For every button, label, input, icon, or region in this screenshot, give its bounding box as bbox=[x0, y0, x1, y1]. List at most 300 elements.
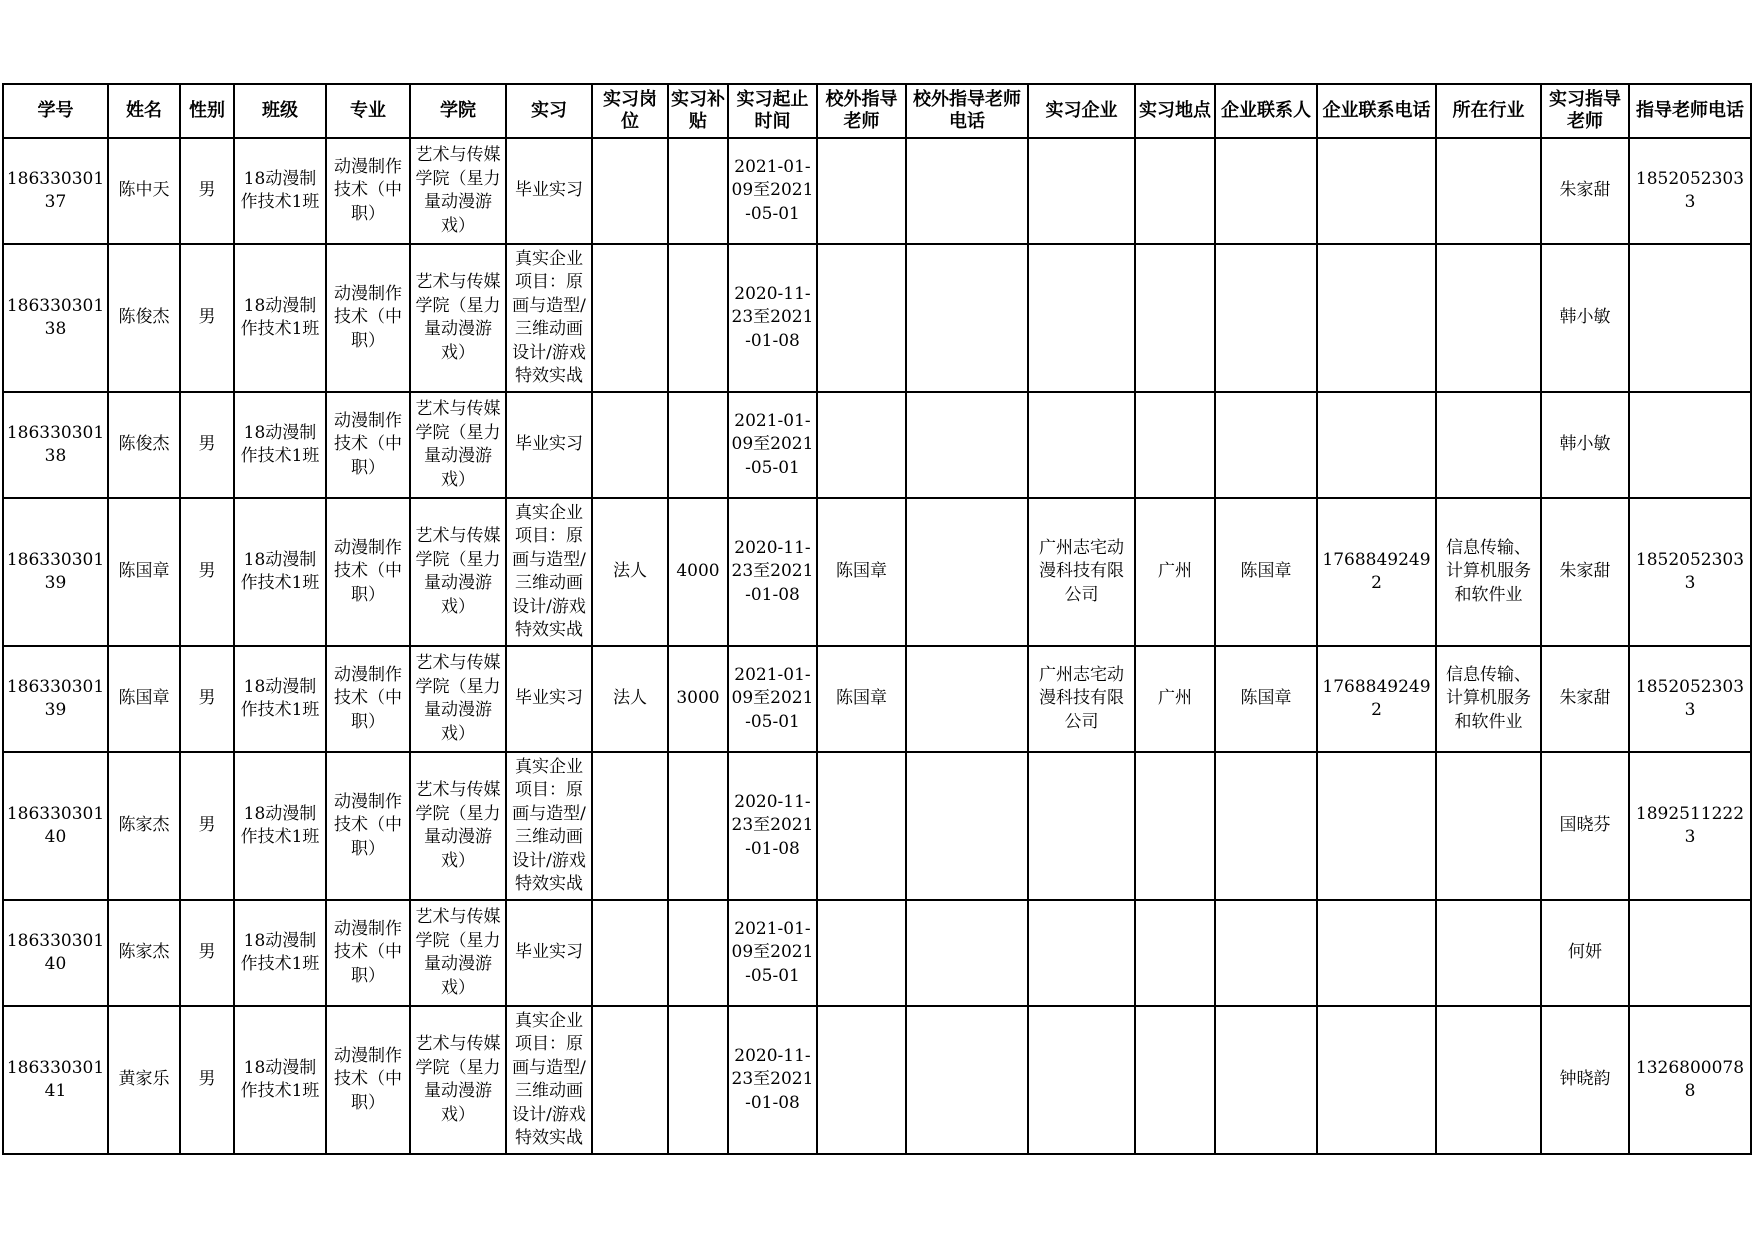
external-teacher-phone-cell bbox=[906, 1006, 1028, 1154]
header-cell: 班级 bbox=[234, 84, 326, 138]
cell-text bbox=[1320, 139, 1433, 243]
gender-cell bbox=[180, 138, 234, 244]
cell-text bbox=[1218, 901, 1314, 1005]
student-id-cell bbox=[3, 900, 108, 1006]
cell-text: 男 bbox=[198, 307, 216, 328]
location-cell bbox=[1135, 646, 1215, 752]
name-cell bbox=[108, 244, 180, 392]
industry-cell bbox=[1436, 138, 1541, 244]
cell-text: 陈俊杰 bbox=[118, 307, 170, 328]
industry-cell bbox=[1436, 1006, 1541, 1154]
cell-text: 18动漫制作技术1班 bbox=[240, 422, 320, 466]
cell-text bbox=[671, 139, 725, 243]
cell-text bbox=[820, 245, 903, 391]
cell-text: 陈国章 bbox=[118, 561, 170, 582]
cell-text bbox=[595, 1007, 665, 1153]
cell-text bbox=[671, 245, 725, 391]
cell-text: 2021-01-09至2021-05-01 bbox=[731, 156, 814, 224]
header-cell: 实习地点 bbox=[1135, 84, 1215, 138]
college-cell bbox=[410, 392, 506, 498]
external-teacher-cell bbox=[817, 244, 906, 392]
subsidy-cell bbox=[668, 900, 728, 1006]
period-cell bbox=[728, 392, 817, 498]
company-cell bbox=[1028, 498, 1135, 646]
class-cell bbox=[234, 244, 326, 392]
subsidy-cell bbox=[668, 392, 728, 498]
college-cell bbox=[410, 900, 506, 1006]
company-phone-cell bbox=[1317, 900, 1436, 1006]
table-row bbox=[3, 1006, 1751, 1154]
table-row bbox=[3, 900, 1751, 1006]
cell-text: 陈国章 bbox=[836, 561, 887, 582]
internship-type-cell bbox=[506, 498, 592, 646]
period-cell bbox=[728, 1006, 817, 1154]
gender-cell bbox=[180, 900, 234, 1006]
major-cell bbox=[326, 138, 410, 244]
cell-text bbox=[1320, 393, 1433, 497]
cell-text: 2020-11-23至2021-01-08 bbox=[731, 283, 814, 351]
teacher-phone-cell bbox=[1629, 244, 1751, 392]
cell-text: 艺术与传媒学院（星力量动漫游戏） bbox=[415, 145, 501, 236]
table-row bbox=[3, 752, 1751, 900]
cell-text bbox=[1218, 139, 1314, 243]
cell-text: 陈国章 bbox=[1240, 688, 1292, 709]
cell-text: 4000 bbox=[676, 561, 720, 582]
cell-text: 2020-11-23至2021-01-08 bbox=[731, 537, 814, 605]
company-cell bbox=[1028, 392, 1135, 498]
external-teacher-phone-cell bbox=[906, 752, 1028, 900]
cell-text: 男 bbox=[198, 942, 216, 963]
cell-text: 2020-11-23至2021-01-08 bbox=[731, 1045, 814, 1113]
cell-text bbox=[595, 901, 665, 1005]
cell-text bbox=[1218, 753, 1314, 899]
post-cell bbox=[592, 392, 668, 498]
cell-text: 黄家乐 bbox=[118, 1069, 170, 1090]
location-cell bbox=[1135, 138, 1215, 244]
class-cell bbox=[234, 392, 326, 498]
cell-text bbox=[1439, 1007, 1538, 1153]
cell-text: 国晓芬 bbox=[1559, 815, 1611, 836]
company-contact-cell bbox=[1215, 392, 1317, 498]
cell-text: 艺术与传媒学院（星力量动漫游戏） bbox=[415, 399, 501, 490]
cell-text: 陈家杰 bbox=[118, 815, 170, 836]
company-contact-cell bbox=[1215, 138, 1317, 244]
name-cell bbox=[108, 498, 180, 646]
major-cell bbox=[326, 244, 410, 392]
cell-text: 动漫制作技术（中职） bbox=[334, 537, 402, 605]
internship-type-cell bbox=[506, 138, 592, 244]
cell-text bbox=[909, 1007, 1025, 1153]
header-cell: 性别 bbox=[180, 84, 234, 138]
cell-text: 18633030140 bbox=[6, 803, 105, 847]
cell-text: 陈家杰 bbox=[118, 942, 170, 963]
period-cell bbox=[728, 752, 817, 900]
cell-text: 广州志宅动漫科技有限公司 bbox=[1039, 537, 1124, 605]
cell-text bbox=[909, 499, 1025, 645]
subsidy-cell bbox=[668, 138, 728, 244]
cell-text bbox=[909, 393, 1025, 497]
external-teacher-cell bbox=[817, 392, 906, 498]
teacher-cell bbox=[1541, 498, 1629, 646]
cell-text: 2020-11-23至2021-01-08 bbox=[731, 791, 814, 859]
college-cell bbox=[410, 244, 506, 392]
student-id-cell bbox=[3, 138, 108, 244]
cell-text: 陈国章 bbox=[1240, 561, 1292, 582]
major-cell bbox=[326, 1006, 410, 1154]
cell-text: 广州志宅动漫科技有限公司 bbox=[1039, 664, 1124, 732]
period-cell bbox=[728, 138, 817, 244]
cell-text: 陈中天 bbox=[118, 180, 170, 201]
table-body bbox=[3, 138, 1751, 1154]
cell-text bbox=[1320, 245, 1433, 391]
cell-text: 法人 bbox=[613, 688, 647, 709]
class-cell bbox=[234, 498, 326, 646]
header-cell: 实习 bbox=[506, 84, 592, 138]
teacher-phone-cell bbox=[1629, 646, 1751, 752]
cell-text bbox=[1632, 901, 1748, 1005]
company-phone-cell bbox=[1317, 752, 1436, 900]
cell-text bbox=[1138, 753, 1212, 899]
cell-text bbox=[595, 245, 665, 391]
post-cell bbox=[592, 244, 668, 392]
cell-text: 18520523033 bbox=[1635, 168, 1745, 212]
cell-text bbox=[1320, 901, 1433, 1005]
external-teacher-cell bbox=[817, 498, 906, 646]
cell-text bbox=[1632, 245, 1748, 391]
period-cell bbox=[728, 244, 817, 392]
company-contact-cell bbox=[1215, 646, 1317, 752]
company-phone-cell bbox=[1317, 138, 1436, 244]
cell-text bbox=[595, 393, 665, 497]
company-phone-cell bbox=[1317, 1006, 1436, 1154]
cell-text: 18动漫制作技术1班 bbox=[240, 930, 320, 974]
cell-text: 18动漫制作技术1班 bbox=[240, 295, 320, 339]
major-cell bbox=[326, 498, 410, 646]
cell-text bbox=[820, 753, 903, 899]
cell-text: 18633030140 bbox=[6, 930, 105, 974]
location-cell bbox=[1135, 392, 1215, 498]
post-cell bbox=[592, 138, 668, 244]
gender-cell bbox=[180, 392, 234, 498]
teacher-cell bbox=[1541, 392, 1629, 498]
external-teacher-cell bbox=[817, 752, 906, 900]
company-cell bbox=[1028, 1006, 1135, 1154]
cell-text bbox=[1320, 753, 1433, 899]
company-phone-cell bbox=[1317, 498, 1436, 646]
cell-text bbox=[1632, 393, 1748, 497]
cell-text: 陈国章 bbox=[118, 688, 170, 709]
teacher-cell bbox=[1541, 900, 1629, 1006]
company-cell bbox=[1028, 752, 1135, 900]
student-id-cell bbox=[3, 498, 108, 646]
cell-text: 动漫制作技术（中职） bbox=[334, 156, 402, 224]
cell-text: 18633030139 bbox=[6, 676, 105, 720]
external-teacher-phone-cell bbox=[906, 244, 1028, 392]
cell-text: 18动漫制作技术1班 bbox=[240, 1057, 320, 1101]
cell-text: 朱家甜 bbox=[1559, 180, 1611, 201]
header-cell: 企业联系电话 bbox=[1317, 84, 1436, 138]
header-cell: 姓名 bbox=[108, 84, 180, 138]
company-contact-cell bbox=[1215, 900, 1317, 1006]
cell-text: 真实企业项目：原画与造型/三维动画设计/游戏特效实战 bbox=[512, 502, 586, 640]
header-cell: 企业联系人 bbox=[1215, 84, 1317, 138]
cell-text: 18动漫制作技术1班 bbox=[240, 549, 320, 593]
name-cell bbox=[108, 1006, 180, 1154]
cell-text: 18633030138 bbox=[6, 422, 105, 466]
cell-text: 信息传输、计算机服务和软件业 bbox=[1446, 664, 1531, 732]
cell-text bbox=[909, 901, 1025, 1005]
cell-text: 男 bbox=[198, 815, 216, 836]
location-cell bbox=[1135, 900, 1215, 1006]
cell-text bbox=[1138, 1007, 1212, 1153]
company-contact-cell bbox=[1215, 244, 1317, 392]
external-teacher-phone-cell bbox=[906, 138, 1028, 244]
cell-text: 韩小敏 bbox=[1559, 434, 1611, 455]
cell-text: 广州 bbox=[1158, 561, 1192, 582]
subsidy-cell bbox=[668, 1006, 728, 1154]
company-cell bbox=[1028, 244, 1135, 392]
cell-text: 13268000788 bbox=[1635, 1057, 1745, 1101]
class-cell bbox=[234, 646, 326, 752]
college-cell bbox=[410, 646, 506, 752]
student-id-cell bbox=[3, 1006, 108, 1154]
header-cell: 学院 bbox=[410, 84, 506, 138]
cell-text: 18动漫制作技术1班 bbox=[240, 676, 320, 720]
cell-text: 毕业实习 bbox=[515, 434, 583, 455]
cell-text: 艺术与传媒学院（星力量动漫游戏） bbox=[415, 780, 501, 871]
gender-cell bbox=[180, 244, 234, 392]
cell-text: 男 bbox=[198, 434, 216, 455]
external-teacher-cell bbox=[817, 646, 906, 752]
cell-text bbox=[1320, 1007, 1433, 1153]
location-cell bbox=[1135, 752, 1215, 900]
cell-text bbox=[820, 139, 903, 243]
cell-text: 男 bbox=[198, 561, 216, 582]
company-cell bbox=[1028, 138, 1135, 244]
table-row bbox=[3, 138, 1751, 244]
location-cell bbox=[1135, 498, 1215, 646]
college-cell bbox=[410, 138, 506, 244]
class-cell bbox=[234, 138, 326, 244]
teacher-cell bbox=[1541, 1006, 1629, 1154]
subsidy-cell bbox=[668, 646, 728, 752]
cell-text: 艺术与传媒学院（星力量动漫游戏） bbox=[415, 653, 501, 744]
cell-text: 广州 bbox=[1158, 688, 1192, 709]
cell-text: 2021-01-09至2021-05-01 bbox=[731, 410, 814, 478]
company-contact-cell bbox=[1215, 1006, 1317, 1154]
cell-text: 18633030137 bbox=[6, 168, 105, 212]
cell-text: 动漫制作技术（中职） bbox=[334, 283, 402, 351]
cell-text: 真实企业项目：原画与造型/三维动画设计/游戏特效实战 bbox=[512, 1010, 586, 1148]
header-cell: 指导老师电话 bbox=[1629, 84, 1751, 138]
period-cell bbox=[728, 900, 817, 1006]
class-cell bbox=[234, 900, 326, 1006]
teacher-phone-cell bbox=[1629, 392, 1751, 498]
cell-text: 陈国章 bbox=[836, 688, 887, 709]
company-phone-cell bbox=[1317, 392, 1436, 498]
external-teacher-phone-cell bbox=[906, 498, 1028, 646]
cell-text bbox=[1031, 139, 1132, 243]
cell-text bbox=[671, 393, 725, 497]
gender-cell bbox=[180, 646, 234, 752]
cell-text bbox=[1031, 245, 1132, 391]
gender-cell bbox=[180, 752, 234, 900]
header-cell: 校外指导老师电话 bbox=[906, 84, 1028, 138]
period-cell bbox=[728, 646, 817, 752]
cell-text: 男 bbox=[198, 180, 216, 201]
cell-text bbox=[1138, 901, 1212, 1005]
table-row bbox=[3, 392, 1751, 498]
cell-text bbox=[595, 753, 665, 899]
location-cell bbox=[1135, 1006, 1215, 1154]
internship-type-cell bbox=[506, 392, 592, 498]
cell-text: 17688492492 bbox=[1322, 676, 1431, 720]
cell-text: 朱家甜 bbox=[1559, 561, 1611, 582]
cell-text: 毕业实习 bbox=[515, 180, 583, 201]
cell-text: 动漫制作技术（中职） bbox=[334, 918, 402, 986]
college-cell bbox=[410, 1006, 506, 1154]
cell-text bbox=[671, 753, 725, 899]
cell-text bbox=[1031, 1007, 1132, 1153]
cell-text bbox=[820, 901, 903, 1005]
external-teacher-phone-cell bbox=[906, 900, 1028, 1006]
cell-text: 18633030139 bbox=[6, 549, 105, 593]
header-cell: 实习起止时间 bbox=[728, 84, 817, 138]
cell-text: 2021-01-09至2021-05-01 bbox=[731, 664, 814, 732]
major-cell bbox=[326, 392, 410, 498]
cell-text: 动漫制作技术（中职） bbox=[334, 791, 402, 859]
cell-text: 艺术与传媒学院（星力量动漫游戏） bbox=[415, 526, 501, 617]
major-cell bbox=[326, 646, 410, 752]
company-cell bbox=[1028, 646, 1135, 752]
teacher-phone-cell bbox=[1629, 900, 1751, 1006]
cell-text bbox=[671, 901, 725, 1005]
subsidy-cell bbox=[668, 752, 728, 900]
student-id-cell bbox=[3, 392, 108, 498]
cell-text bbox=[671, 1007, 725, 1153]
cell-text: 18动漫制作技术1班 bbox=[240, 168, 320, 212]
cell-text bbox=[595, 139, 665, 243]
class-cell bbox=[234, 1006, 326, 1154]
location-cell bbox=[1135, 244, 1215, 392]
header-cell: 所在行业 bbox=[1436, 84, 1541, 138]
internship-type-cell bbox=[506, 900, 592, 1006]
internship-type-cell bbox=[506, 1006, 592, 1154]
cell-text: 3000 bbox=[676, 688, 720, 709]
cell-text bbox=[820, 1007, 903, 1153]
cell-text bbox=[1031, 901, 1132, 1005]
teacher-phone-cell bbox=[1629, 498, 1751, 646]
post-cell bbox=[592, 646, 668, 752]
cell-text: 18520523033 bbox=[1635, 549, 1745, 593]
industry-cell bbox=[1436, 392, 1541, 498]
cell-text: 艺术与传媒学院（星力量动漫游戏） bbox=[415, 907, 501, 998]
table-row bbox=[3, 498, 1751, 646]
cell-text bbox=[909, 139, 1025, 243]
cell-text: 法人 bbox=[613, 561, 647, 582]
teacher-phone-cell bbox=[1629, 752, 1751, 900]
cell-text: 18520523033 bbox=[1635, 676, 1745, 720]
student-id-cell bbox=[3, 752, 108, 900]
internship-type-cell bbox=[506, 244, 592, 392]
post-cell bbox=[592, 1006, 668, 1154]
cell-text bbox=[909, 647, 1025, 751]
company-phone-cell bbox=[1317, 646, 1436, 752]
cell-text: 钟晓韵 bbox=[1559, 1069, 1611, 1090]
college-cell bbox=[410, 498, 506, 646]
post-cell bbox=[592, 900, 668, 1006]
header-cell: 实习补贴 bbox=[668, 84, 728, 138]
cell-text bbox=[1439, 753, 1538, 899]
cell-text bbox=[1218, 245, 1314, 391]
post-cell bbox=[592, 752, 668, 900]
cell-text bbox=[1439, 393, 1538, 497]
major-cell bbox=[326, 900, 410, 1006]
cell-text bbox=[1218, 393, 1314, 497]
student-id-cell bbox=[3, 646, 108, 752]
cell-text bbox=[1439, 245, 1538, 391]
cell-text bbox=[1138, 393, 1212, 497]
teacher-cell bbox=[1541, 138, 1629, 244]
name-cell bbox=[108, 752, 180, 900]
name-cell bbox=[108, 392, 180, 498]
cell-text bbox=[1439, 901, 1538, 1005]
period-cell bbox=[728, 498, 817, 646]
subsidy-cell bbox=[668, 244, 728, 392]
cell-text: 18925112223 bbox=[1635, 803, 1745, 847]
major-cell bbox=[326, 752, 410, 900]
subsidy-cell bbox=[668, 498, 728, 646]
cell-text: 动漫制作技术（中职） bbox=[334, 1045, 402, 1113]
name-cell bbox=[108, 138, 180, 244]
header-row bbox=[3, 84, 1751, 138]
cell-text: 2021-01-09至2021-05-01 bbox=[731, 918, 814, 986]
gender-cell bbox=[180, 1006, 234, 1154]
cell-text bbox=[909, 753, 1025, 899]
cell-text bbox=[1138, 139, 1212, 243]
cell-text bbox=[1138, 245, 1212, 391]
cell-text: 何妍 bbox=[1568, 942, 1602, 963]
cell-text: 男 bbox=[198, 1069, 216, 1090]
external-teacher-cell bbox=[817, 138, 906, 244]
teacher-cell bbox=[1541, 646, 1629, 752]
industry-cell bbox=[1436, 646, 1541, 752]
cell-text: 毕业实习 bbox=[515, 942, 583, 963]
cell-text: 艺术与传媒学院（星力量动漫游戏） bbox=[415, 1034, 501, 1125]
class-cell bbox=[234, 752, 326, 900]
cell-text: 18动漫制作技术1班 bbox=[240, 803, 320, 847]
company-cell bbox=[1028, 900, 1135, 1006]
cell-text bbox=[1031, 753, 1132, 899]
cell-text: 陈俊杰 bbox=[118, 434, 170, 455]
table-row bbox=[3, 244, 1751, 392]
cell-text: 动漫制作技术（中职） bbox=[334, 664, 402, 732]
external-teacher-phone-cell bbox=[906, 646, 1028, 752]
header-cell: 校外指导老师 bbox=[817, 84, 906, 138]
cell-text: 韩小敏 bbox=[1559, 307, 1611, 328]
industry-cell bbox=[1436, 244, 1541, 392]
industry-cell bbox=[1436, 752, 1541, 900]
company-contact-cell bbox=[1215, 752, 1317, 900]
teacher-phone-cell bbox=[1629, 138, 1751, 244]
cell-text: 17688492492 bbox=[1322, 549, 1431, 593]
college-cell bbox=[410, 752, 506, 900]
external-teacher-cell bbox=[817, 900, 906, 1006]
table-row bbox=[3, 646, 1751, 752]
industry-cell bbox=[1436, 498, 1541, 646]
cell-text: 信息传输、计算机服务和软件业 bbox=[1446, 537, 1531, 605]
name-cell bbox=[108, 900, 180, 1006]
